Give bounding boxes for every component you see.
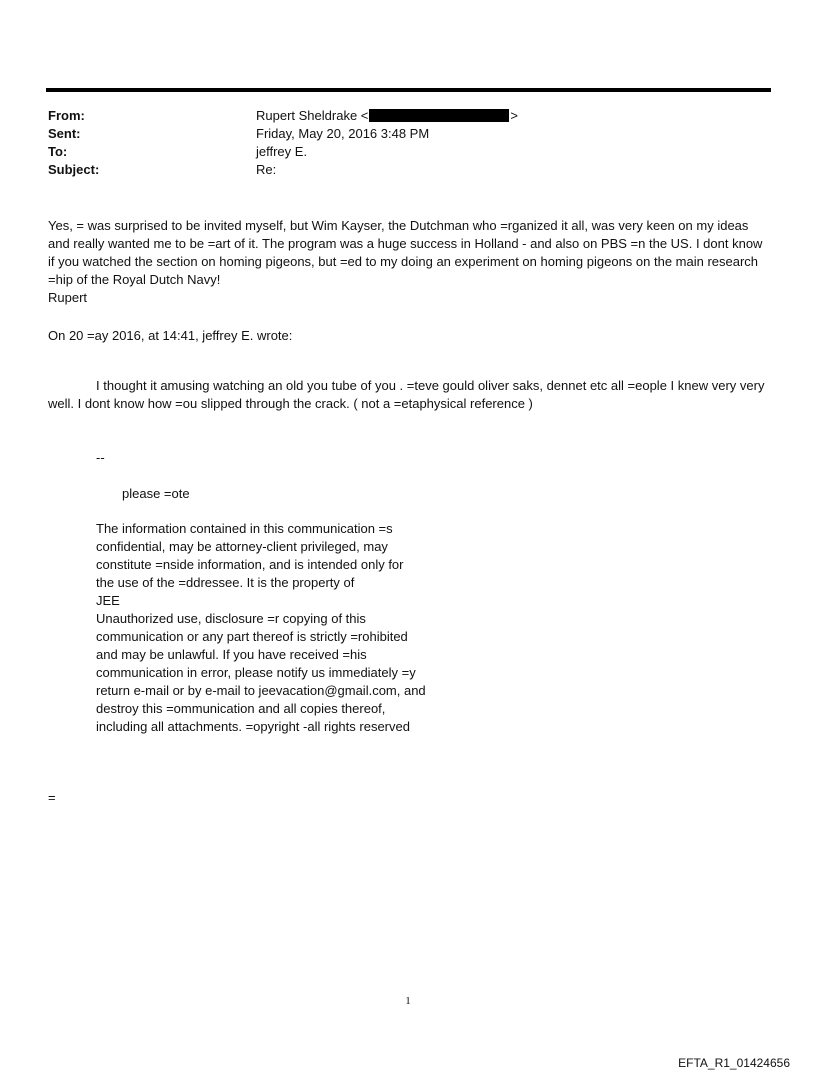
confidentiality-disclaimer: The information contained in this communication =s confidential, may be attorney-client privileged, may constitute =nside information, and is intended only for the use of the =ddressee. It is the property of JEE Unauthorized use, disclosure =r copying of this communication or any part thereof is strictly =rohibited and may be unlawful. If you have received =his communication in error, please notify us immediately =y return e-mail or by e-mail to jeevacation@gmail.com, and destroy this =ommunication and all copies thereof, including all attachments. =opyright -all rights reserved bbox=[96, 521, 426, 734]
subject-label: Subject: bbox=[48, 162, 100, 177]
redaction-bar bbox=[369, 109, 509, 122]
reply-paragraph: Yes, = was surprised to be invited myself, but Wim Kayser, the Dutchman who =rganized it all, was very keen on my ideas and really wanted me to be =art of it. The program was a huge success in Holland - and also on PBS =n the US. I dont know if you watched the section on homing pigeons, but =ed to my doing an experiment on homing pigeons on the main research =hip of the Royal Dutch Navy! bbox=[48, 218, 763, 287]
from-close: > bbox=[510, 108, 518, 123]
subject-value: Re: bbox=[256, 162, 277, 177]
trailing-character: = bbox=[48, 790, 56, 805]
subject-row bbox=[48, 161, 518, 179]
from-label: From: bbox=[48, 108, 85, 123]
to-row bbox=[48, 143, 518, 161]
from-value bbox=[256, 107, 518, 125]
sent-label: Sent: bbox=[48, 126, 81, 141]
bates-number: EFTA_R1_01424656 bbox=[678, 1056, 790, 1070]
sent-value: Friday, May 20, 2016 3:48 PM bbox=[256, 126, 430, 141]
to-label: To: bbox=[48, 144, 68, 159]
signature-separator: -- bbox=[96, 450, 105, 465]
reply-body bbox=[48, 217, 770, 307]
sent-row bbox=[48, 125, 518, 143]
header-rule bbox=[46, 88, 771, 92]
page-number: 1 bbox=[405, 995, 411, 1007]
quote-intro: On 20 =ay 2016, at 14:41, jeffrey E. wrote: bbox=[48, 328, 293, 343]
note-heading: please =ote bbox=[122, 486, 190, 501]
email-header bbox=[48, 107, 518, 179]
signature: Rupert bbox=[48, 290, 88, 305]
quoted-paragraph: I thought it amusing watching an old you tube of you . =teve gould oliver saks, dennet etc all =eople I knew very very well. I dont know how =ou slipped through the crack. ( not a =etaphysical reference ) bbox=[48, 378, 765, 411]
from-name: Rupert Sheldrake < bbox=[256, 108, 369, 123]
from-row bbox=[48, 107, 518, 125]
to-value: jeffrey E. bbox=[256, 144, 308, 159]
